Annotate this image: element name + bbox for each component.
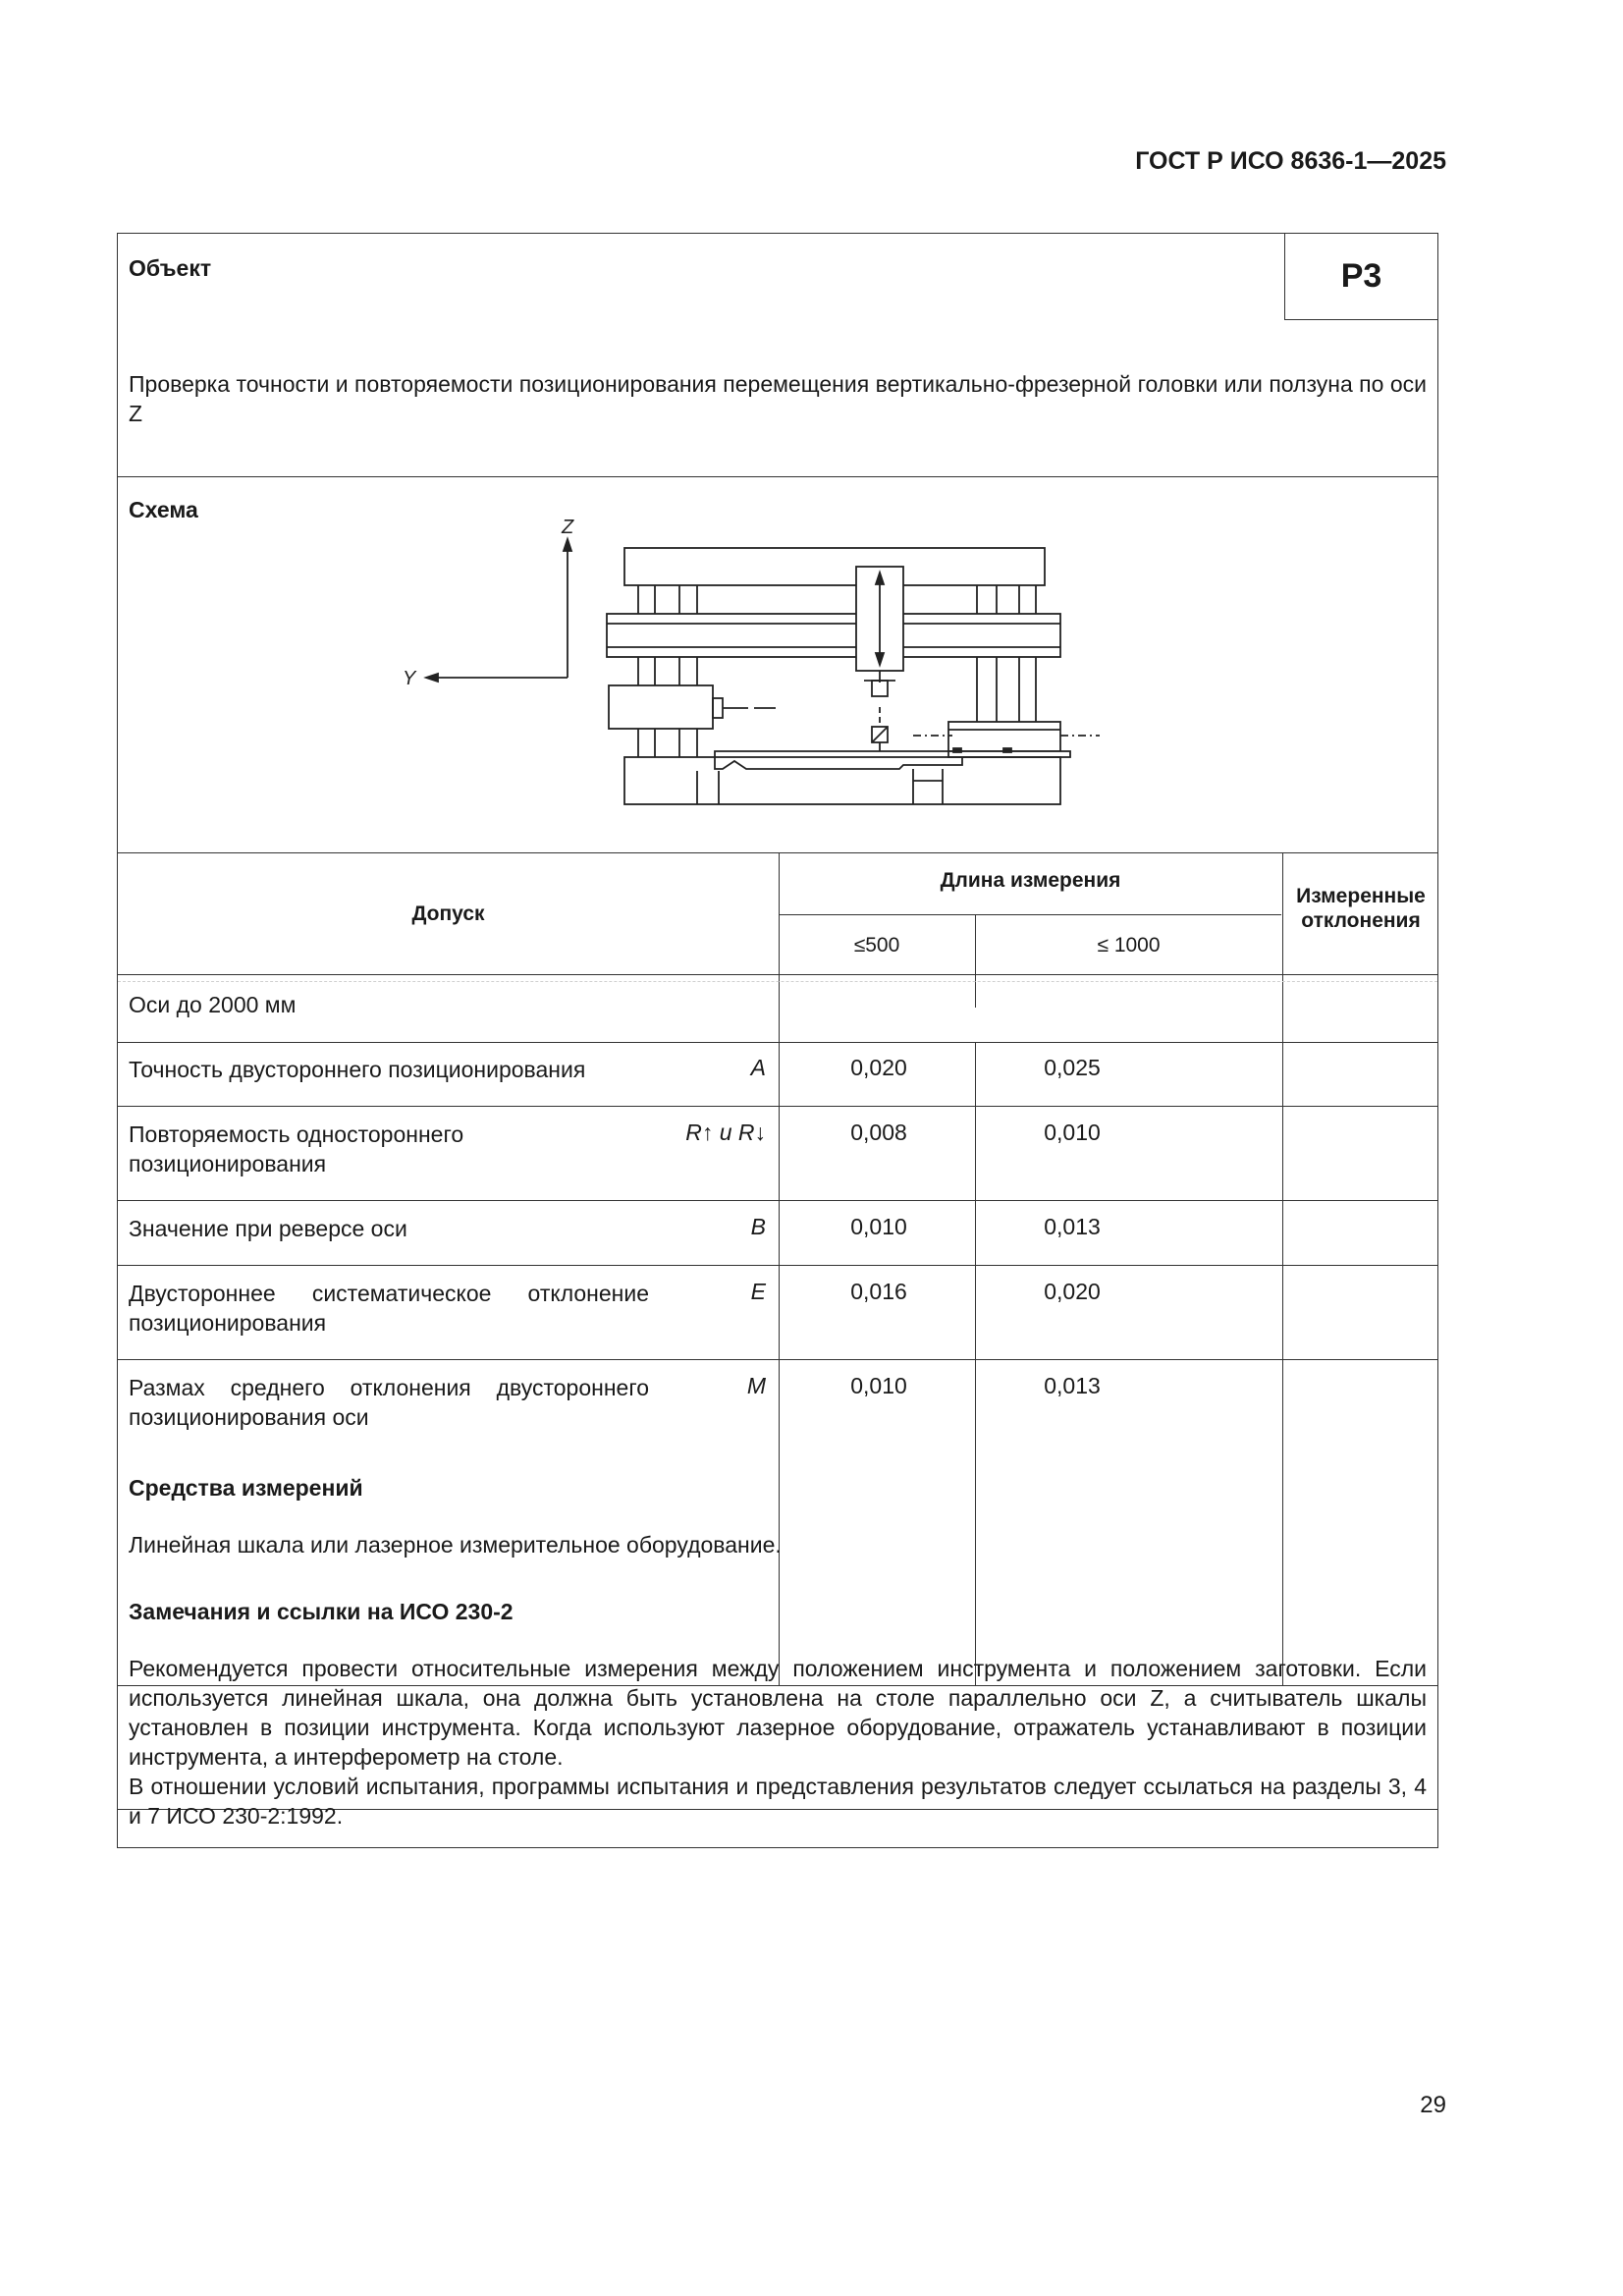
- side-head: [609, 685, 713, 729]
- row-value-500: 0,016: [850, 1279, 907, 1304]
- object-description: Проверка точности и повторяемости позиционирования перемещения вертикально-фрезерной головки или ползуна по оси Z: [129, 371, 1427, 426]
- length-1000-header: ≤ 1000: [1097, 934, 1161, 957]
- test-card: [117, 233, 1438, 1848]
- y-axis-arrow-icon: [426, 674, 438, 682]
- row-name: Размах среднего отклонения двустороннего позиционирования оси: [129, 1375, 649, 1430]
- test-code-badge: P3: [1284, 233, 1438, 320]
- row-value-1000: 0,025: [1044, 1055, 1101, 1080]
- y-axis-label: Y: [403, 668, 416, 689]
- page-number: 29: [1420, 2092, 1446, 2118]
- z-axis-label: Z: [562, 517, 574, 538]
- z-axis-arrow-icon: [564, 539, 571, 551]
- length-500-header: ≤500: [853, 934, 900, 957]
- row-value-500: 0,020: [850, 1055, 907, 1080]
- crossrail: [607, 614, 1060, 657]
- object-label: Объект: [129, 255, 212, 281]
- row-symbol: A: [750, 1055, 766, 1080]
- row-symbol: E: [750, 1279, 766, 1304]
- row-name: Двустороннее систематическое отклонение позиционирования: [129, 1281, 649, 1336]
- row-value-500: 0,010: [850, 1373, 907, 1398]
- row-symbol: B: [750, 1214, 766, 1239]
- measurement-length-header: Длина измерения: [940, 869, 1121, 892]
- remarks-paragraph-1: Рекомендуется провести относительные измерения между положением инструмента и положением заготовки. Если используется линейная шкала, она должна быть установлена на столе параллельно оси Z, а считыватель шкалы установлен в позиции инструмента. Когда используют лазерное оборудование, отражатель устанавливают в позиции инструмента, а интерферометр на столе.: [129, 1656, 1427, 1770]
- instruments-text: Линейная шкала или лазерное измерительное оборудование.: [129, 1532, 782, 1558]
- row-symbol: M: [746, 1373, 766, 1398]
- document-code: ГОСТ Р ИСО 8636-1—2025: [1135, 147, 1446, 175]
- machine-table: [715, 751, 962, 769]
- remarks-paragraph-2: В отношении условий испытания, программы испытания и представления результатов следует ссылаться на разделы 3, 4 и 7 ИСО 230-2:1992.: [129, 1774, 1427, 1829]
- axes-range-label: Оси до 2000 мм: [129, 992, 297, 1017]
- row-value-500: 0,008: [850, 1120, 907, 1145]
- row-value-1000: 0,013: [1044, 1373, 1101, 1398]
- tolerance-header: Допуск: [411, 902, 485, 925]
- row-name: Точность двустороннего позиционирования: [129, 1057, 586, 1082]
- scheme-label: Схема: [129, 497, 198, 522]
- remarks-label: Замечания и ссылки на ИСО 230-2: [129, 1599, 514, 1624]
- top-beam: [624, 548, 1045, 585]
- measured-deviations-header: Измеренные отклонения: [1296, 885, 1426, 932]
- row-name: Значение при реверсе оси: [129, 1216, 407, 1241]
- row-value-1000: 0,013: [1044, 1214, 1101, 1239]
- row-name: Повторяемость одностороннего позиционирования: [129, 1121, 464, 1176]
- right-head: [948, 722, 1060, 751]
- row-value-1000: 0,010: [1044, 1120, 1101, 1145]
- instruments-label: Средства измерений: [129, 1475, 363, 1501]
- row-value-1000: 0,020: [1044, 1279, 1101, 1304]
- row-symbol: R↑ и R↓: [685, 1120, 766, 1145]
- divider: [118, 476, 1437, 477]
- row-value-500: 0,010: [850, 1214, 907, 1239]
- divider: [118, 852, 1437, 853]
- machine-scheme-diagram: [403, 504, 1286, 828]
